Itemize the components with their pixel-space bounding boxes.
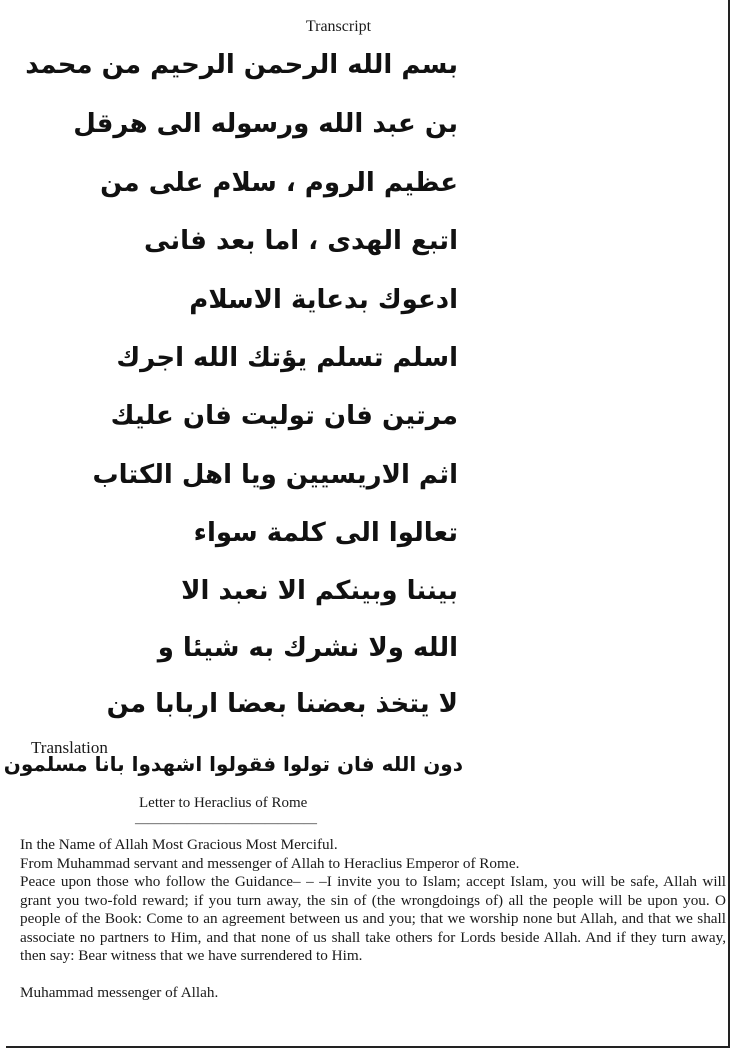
arabic-line-11: الله ولا نشرك به شيئا و [157, 633, 458, 663]
arabic-line-12: لا يتخذ بعضنا بعضا اربابا من [106, 689, 458, 719]
arabic-line-7: مرتين فان توليت فان عليك [110, 401, 458, 431]
document-page [3, 0, 730, 1048]
arabic-line-4: اتبع الهدى ، اما بعد فانى [144, 226, 458, 256]
arabic-line-13: دون الله فان تولوا فقولوا اشهدوا بانا مسلمون [3, 752, 463, 776]
translation-body [20, 836, 726, 1002]
arabic-line-2: بن عبد الله ورسوله الى هرقل [73, 109, 458, 139]
translation-heading: Translation [31, 738, 108, 757]
letter-title: Letter to Heraclius of Rome [139, 795, 308, 811]
signature-line: Muhammad messenger of Allah. [20, 983, 219, 1001]
arabic-line-3: عظيم الروم ، سلام على من [100, 168, 458, 198]
arabic-line-1: بسم الله الرحمن الرحيم من محمد [25, 50, 458, 80]
title-underline-rule: —————————————— [135, 815, 317, 830]
from-line: From Muhammad servant and messenger of Allah to Heraclius Emperor of Rome. [20, 854, 520, 872]
arabic-line-10: بيننا وبينكم الا نعبد الا [181, 576, 458, 606]
salutation-line: In the Name of Allah Most Gracious Most Merciful. [20, 836, 338, 853]
arabic-line-6: اسلم تسلم يؤتك الله اجرك [116, 343, 458, 373]
arabic-line-8: اثم الاريسيين ويا اهل الكتاب [92, 460, 458, 490]
letter-paragraph: Peace upon those who follow the Guidance– – –I invite you to Islam; accept Islam, you will be safe, Allah will grant you two-fold reward; if you turn away, the sin of (the wrongdoings of) all the people will be upon you. O people of the Book: Come to an agreement between us and you; that we worship none but Allah, and that we shall associate no partners to Him, and that none of us shall take others for Lords beside Allah. And if they turn away, then say: Bear witness that we have surrendered to Him. [20, 873, 726, 964]
arabic-line-5: ادعوك بدعاية الاسلام [189, 285, 458, 315]
transcript-heading: Transcript [305, 18, 372, 35]
arabic-line-9: تعالوا الى كلمة سواء [193, 518, 458, 548]
